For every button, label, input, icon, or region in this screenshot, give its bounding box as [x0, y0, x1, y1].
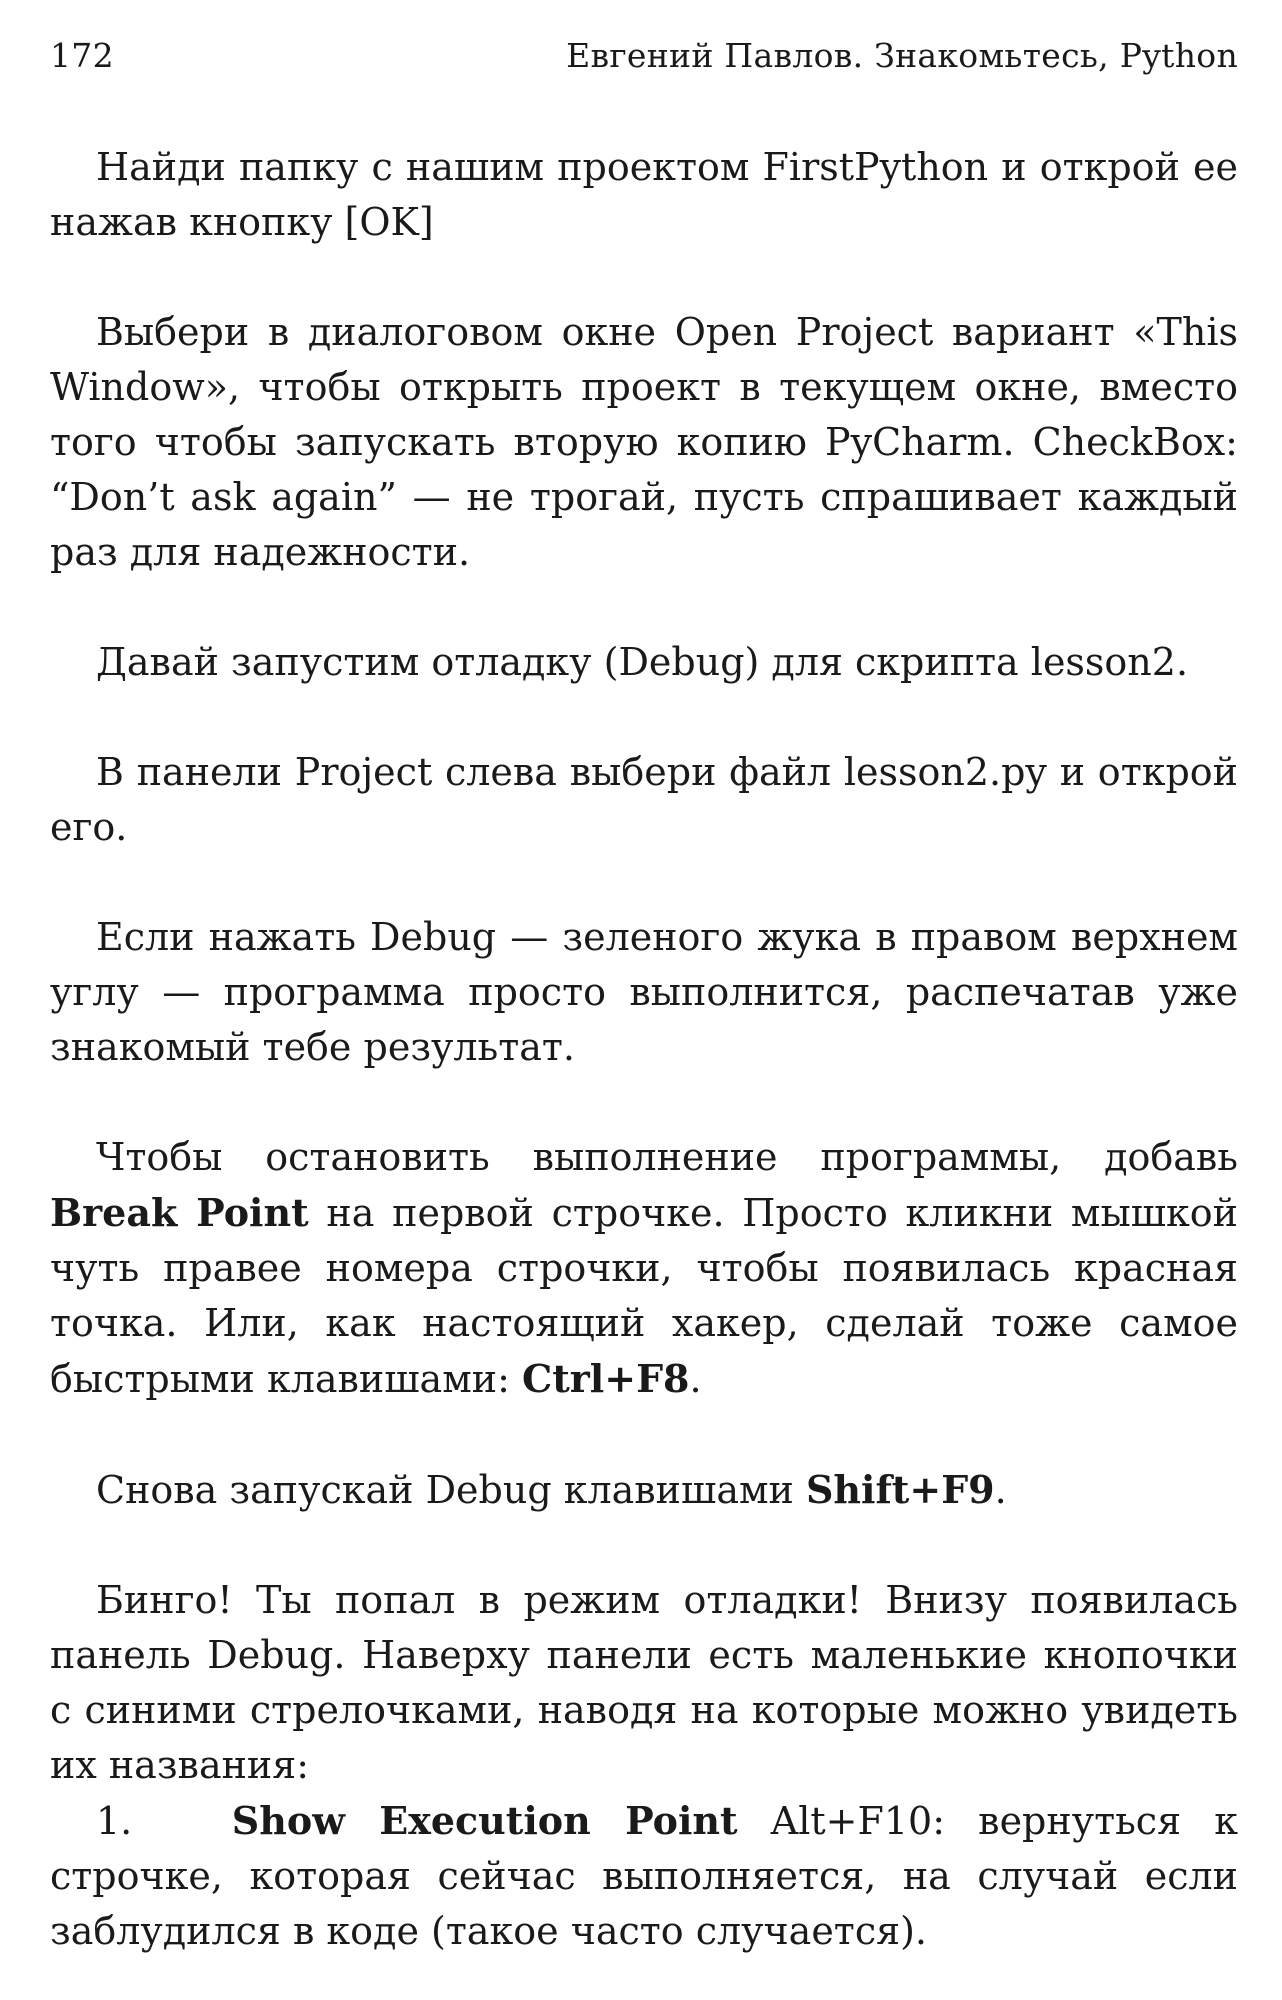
shortcut-text: Alt+F10: [770, 1799, 933, 1843]
bold-shortcut: Shift+F9: [805, 1467, 995, 1512]
paragraph: Выбери в диалоговом окне Open Project вариант «This Window», чтобы открыть проект в текущем окне, вместо того чтобы запускать вторую копию PyCharm. CheckBox: “Don’t ask again” — не трогай, пусть спрашивает каждый раз для надежности.: [50, 310, 1238, 574]
paragraph: [50, 1130, 1238, 1407]
running-title: Евгений Павлов. Знакомьтесь, Python: [566, 35, 1238, 75]
text-run: Снова запускай Debug клавишами: [96, 1468, 806, 1512]
paragraph: [50, 1462, 1238, 1518]
paragraph: В панели Project слева выбери файл lesson2.py и открой его.: [50, 750, 1238, 849]
paragraph: Если нажать Debug — зеленого жука в правом верхнем углу — программа просто выполнится, распечатав уже знакомый тебе результат.: [50, 915, 1238, 1069]
text-run: на первой строчке. Просто кликни мышкой чуть правее номера строчки, чтобы появилась красная точка. Или, как настоящий хакер, сделай тоже самое быстрыми клавишами:: [50, 1191, 1238, 1401]
paragraph: Бинго! Ты попал в режим отладки! Внизу появилась панель Debug. Наверху панели есть маленькие кнопочки с синими стрелочками, наводя на которые можно увидеть их названия:: [50, 1578, 1238, 1787]
paragraph: Давай запустим отладку (Debug) для скрипта lesson2.: [96, 640, 1189, 684]
text-run: .: [994, 1468, 1007, 1512]
bold-term: Show Execution Point: [231, 1798, 738, 1843]
page-number: 172: [50, 35, 114, 75]
text-run: : вернуться к строчке, которая сейчас выполняется, на случай если заблудился в коде (такое часто случается).: [50, 1799, 1238, 1953]
bold-term: Break Point: [50, 1190, 309, 1235]
list-item: [50, 1793, 1238, 1959]
body-text: [50, 140, 1238, 1959]
page-header: [50, 30, 1238, 80]
text-run: .: [689, 1357, 702, 1401]
text-run: Чтобы остановить выполнение программы, добавь: [96, 1135, 1238, 1179]
list-number: 1.: [96, 1799, 133, 1843]
paragraph: Найди папку с нашим проектом FirstPython и открой ее нажав кнопку [OK]: [50, 145, 1238, 244]
bold-shortcut: Ctrl+F8: [521, 1356, 690, 1401]
